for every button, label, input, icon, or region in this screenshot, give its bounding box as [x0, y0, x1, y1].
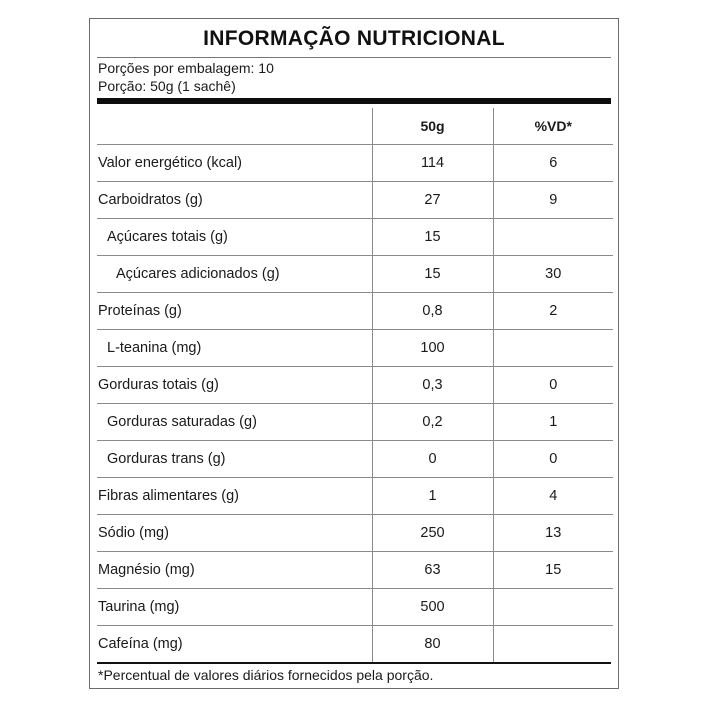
nutrient-name: Gorduras trans (g) — [97, 441, 372, 478]
table-row — [97, 626, 613, 663]
table-row — [97, 552, 613, 589]
nutrition-rows — [97, 145, 613, 663]
nutrient-name: Carboidratos (g) — [97, 182, 372, 219]
nutrient-name: Fibras alimentares (g) — [97, 478, 372, 515]
table-row — [97, 256, 613, 293]
nutrient-daily-value: 30 — [493, 256, 613, 293]
nutrient-amount: 114 — [372, 145, 493, 182]
table-row — [97, 219, 613, 256]
nutrient-amount: 0,3 — [372, 367, 493, 404]
servings-per-package: Porções por embalagem: 10 — [98, 60, 274, 76]
thick-divider — [97, 98, 611, 104]
table-row — [97, 367, 613, 404]
nutrient-daily-value: 0 — [493, 367, 613, 404]
nutrient-amount: 27 — [372, 182, 493, 219]
table-row — [97, 515, 613, 552]
table-row — [97, 441, 613, 478]
nutrient-name: Gorduras saturadas (g) — [97, 404, 372, 441]
table-row — [97, 589, 613, 626]
nutrient-daily-value: 1 — [493, 404, 613, 441]
nutrient-daily-value: 15 — [493, 552, 613, 589]
nutrient-daily-value — [493, 626, 613, 663]
nutrient-daily-value — [493, 219, 613, 256]
table-row — [97, 293, 613, 330]
nutrient-amount: 80 — [372, 626, 493, 663]
nutrient-amount: 1 — [372, 478, 493, 515]
nutrient-name: Valor energético (kcal) — [97, 145, 372, 182]
nutrient-amount: 15 — [372, 219, 493, 256]
nutrient-daily-value: 4 — [493, 478, 613, 515]
nutrient-amount: 0,2 — [372, 404, 493, 441]
nutrient-amount: 0,8 — [372, 293, 493, 330]
table-header-row — [97, 108, 613, 145]
nutrient-daily-value: 6 — [493, 145, 613, 182]
nutrient-amount: 500 — [372, 589, 493, 626]
header-amount: 50g — [372, 108, 493, 145]
nutrient-amount: 0 — [372, 441, 493, 478]
nutrient-daily-value — [493, 589, 613, 626]
title-divider — [97, 57, 611, 58]
table-row — [97, 145, 613, 182]
header-nutrient — [97, 108, 372, 145]
nutrient-amount: 250 — [372, 515, 493, 552]
nutrient-amount: 63 — [372, 552, 493, 589]
table-row — [97, 182, 613, 219]
header-daily-value: %VD* — [493, 108, 613, 145]
bottom-divider — [97, 662, 611, 664]
nutrient-name: Açúcares adicionados (g) — [97, 256, 372, 293]
nutrient-name: Cafeína (mg) — [98, 636, 183, 652]
nutrient-name: Magnésio (mg) — [97, 552, 372, 589]
nutrient-daily-value: 2 — [493, 293, 613, 330]
nutrient-daily-value: 9 — [493, 182, 613, 219]
nutrient-daily-value: 0 — [493, 441, 613, 478]
nutrient-name: Açúcares totais (g) — [97, 219, 372, 256]
serving-size: Porção: 50g (1 sachê) — [98, 78, 236, 94]
nutrient-name: L-teanina (mg) — [97, 330, 372, 367]
nutrition-facts-panel — [89, 18, 619, 689]
nutrient-amount: 100 — [372, 330, 493, 367]
label-title: INFORMAÇÃO NUTRICIONAL — [203, 27, 505, 50]
nutrient-amount: 15 — [372, 256, 493, 293]
nutrient-name: Taurina (mg) — [97, 589, 372, 626]
table-row — [97, 404, 613, 441]
nutrient-name: Gorduras totais (g) — [97, 367, 372, 404]
footnote: *Percentual de valores diários fornecidos pela porção. — [98, 667, 434, 683]
nutrient-daily-value — [493, 330, 613, 367]
nutrient-daily-value: 13 — [493, 515, 613, 552]
table-row — [97, 330, 613, 367]
nutrient-name: Proteínas (g) — [97, 293, 372, 330]
nutrition-table — [97, 108, 613, 662]
nutrient-name: Sódio (mg) — [97, 515, 372, 552]
table-row — [97, 478, 613, 515]
